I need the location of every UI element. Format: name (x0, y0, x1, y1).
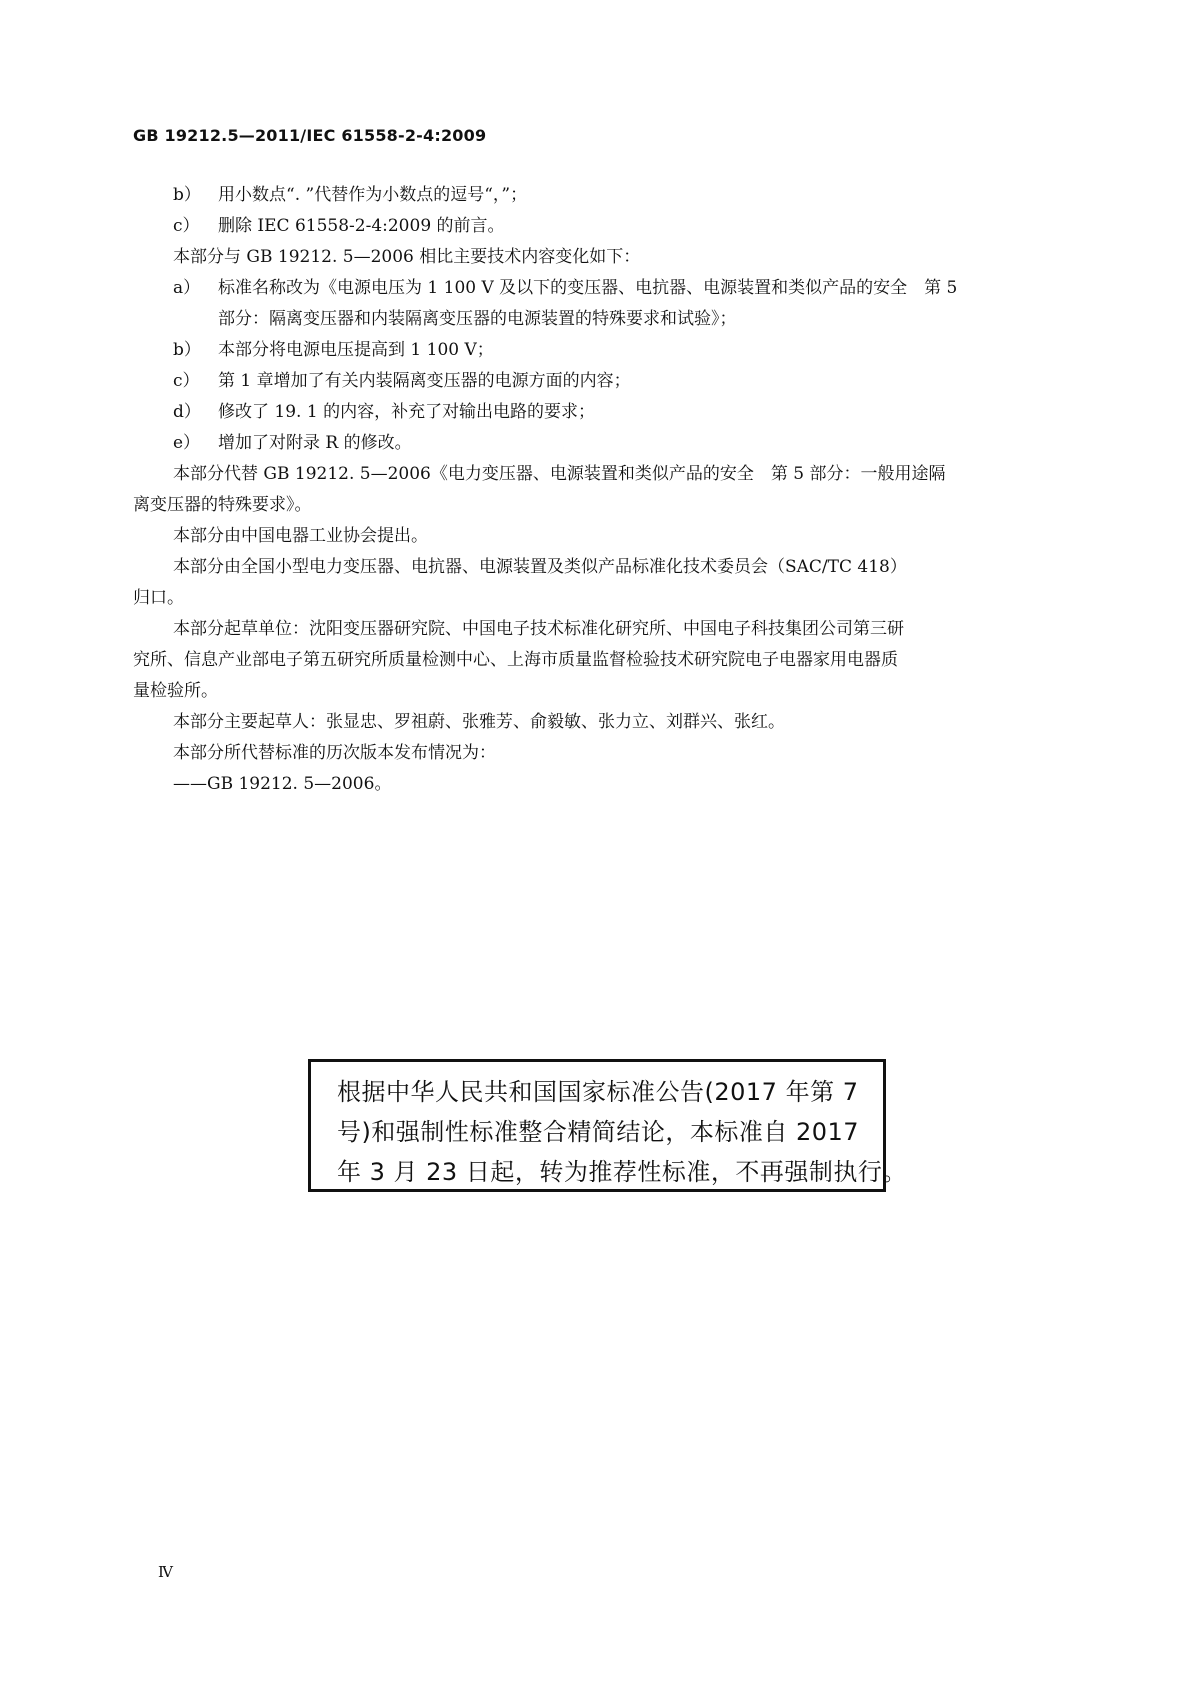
paragraph-text: 究所、信息产业部电子第五研究所质量检测中心、上海市质量监督检验技术研究院电子电器家用电器质 (133, 650, 898, 670)
paragraph-text: ——GB 19212. 5—2006。 (173, 774, 392, 794)
list-marker: a） (173, 278, 201, 298)
paragraph-text: 本部分代替 GB 19212. 5—2006《电力变压器、电源装置和类似产品的安全 第 5 部分：一般用途隔 (173, 464, 946, 484)
history-list-item (173, 769, 1058, 800)
paragraph-drafting-units (173, 614, 1058, 645)
paragraph-history-intro (173, 738, 1058, 769)
paragraph-text: 归口。 (133, 588, 184, 608)
list-marker: e） (173, 433, 201, 453)
preface-body (133, 180, 1058, 800)
paragraph-text: 本部分由全国小型电力变压器、电抗器、电源装置及类似产品标准化技术委员会（SAC/TC 418） (173, 557, 907, 577)
notice-line: 年 3 月 23 日起，转为推荐性标准，不再强制执行。 (337, 1158, 907, 1186)
list-marker: c） (173, 371, 200, 391)
notice-line: 号)和强制性标准整合精简结论，本标准自 2017 (337, 1118, 860, 1146)
list-item (173, 397, 1058, 428)
list-marker: d） (173, 402, 201, 422)
list-item (173, 273, 1058, 304)
paragraph-drafting-units-continuation (133, 645, 1058, 676)
list-item-continuation (173, 304, 1058, 335)
paragraph-text: 离变压器的特殊要求》。 (133, 495, 312, 515)
list-item (173, 366, 1058, 397)
list-item-text: 用小数点“. ”代替作为小数点的逗号“，”； (218, 185, 528, 205)
list-item-text: 部分：隔离变压器和内装隔离变压器的电源装置的特殊要求和试验》； (218, 309, 737, 329)
paragraph-changes-intro (173, 242, 1058, 273)
list-item-text: 修改了 19. 1 的内容，补充了对输出电路的要求； (218, 402, 596, 422)
page-number: Ⅳ (158, 1563, 173, 1581)
paragraph-drafters (173, 707, 1058, 738)
paragraph-text: 本部分所代替标准的历次版本发布情况为： (173, 743, 496, 763)
list-item-text: 第 1 章增加了有关内装隔离变压器的电源方面的内容； (218, 371, 631, 391)
paragraph-text: 本部分与 GB 19212. 5—2006 相比主要技术内容变化如下： (173, 247, 641, 267)
list-item-text: 增加了对附录 R 的修改。 (218, 433, 412, 453)
paragraph-text: 本部分由中国电器工业协会提出。 (173, 526, 428, 546)
paragraph-centralized (173, 552, 1058, 583)
paragraph-proposed-by (173, 521, 1058, 552)
list-marker: b） (173, 185, 201, 205)
paragraph-replaces-continuation (133, 490, 1058, 521)
list-item-text: 标准名称改为《电源电压为 1 100 V 及以下的变压器、电抗器、电源装置和类似产品的安全 第 5 (218, 278, 958, 298)
notice-box (308, 1059, 907, 1192)
paragraph-centralized-continuation (133, 583, 1058, 614)
page-header-standard-id: GB 19212.5—2011/IEC 61558-2-4:2009 (133, 126, 487, 145)
paragraph-replaces (173, 459, 1058, 490)
list-marker: b） (173, 340, 201, 360)
paragraph-text: 本部分主要起草人：张显忠、罗祖蔚、张雅芳、俞毅敏、张力立、刘群兴、张红。 (173, 712, 785, 732)
list-item (173, 211, 1058, 242)
list-item-text: 本部分将电源电压提高到 1 100 V； (218, 340, 494, 360)
notice-line: 根据中华人民共和国国家标准公告(2017 年第 7 (337, 1078, 859, 1106)
list-marker: c） (173, 216, 200, 236)
paragraph-drafting-units-continuation (133, 676, 1058, 707)
paragraph-text: 本部分起草单位：沈阳变压器研究院、中国电子技术标准化研究所、中国电子科技集团公司第三研 (173, 619, 904, 639)
list-item (173, 335, 1058, 366)
list-item-text: 删除 IEC 61558-2-4:2009 的前言。 (218, 216, 505, 236)
list-item (173, 180, 1058, 211)
list-item (173, 428, 1058, 459)
paragraph-text: 量检验所。 (133, 681, 218, 701)
